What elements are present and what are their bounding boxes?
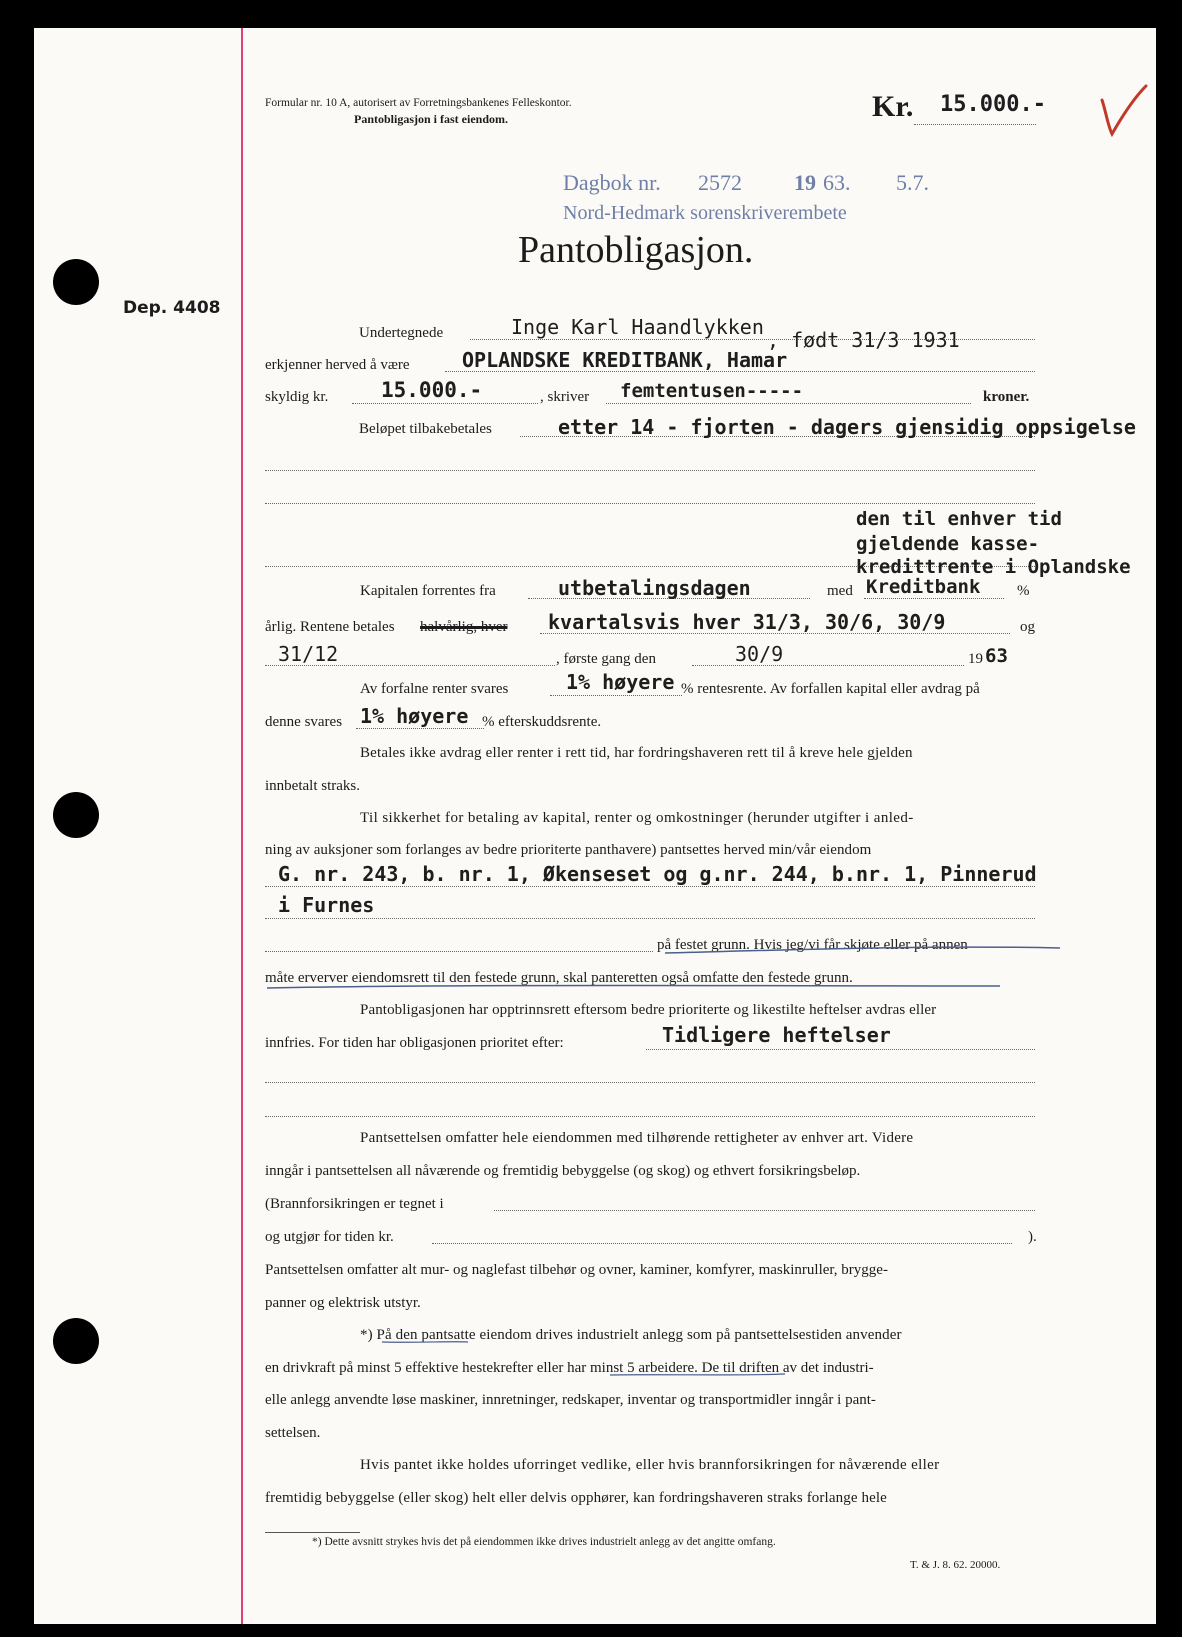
punch-hole xyxy=(53,1318,99,1364)
paragraph-text: ning av auksjoner som forlanges av bedre prioriterte panthavere) pantsettes herved min/vår eiendom xyxy=(265,842,872,858)
kroner-label: kroner. xyxy=(983,389,1030,405)
interest-description-line: gjeldende kasse- xyxy=(856,533,1040,555)
paragraph-text: innfries. For tiden har obligasjonen prioritet efter: xyxy=(265,1035,564,1051)
strike-mark xyxy=(265,940,1065,1000)
arlig-label: årlig. Rentene betales xyxy=(265,619,395,635)
first-payment-date: 30/9 xyxy=(735,642,784,666)
paragraph-text: Pantobligasjonen har opptrinnsrett eftersom bedre prioriterte og likestilte heftelser avdras eller xyxy=(360,1002,937,1018)
paragraph-text: panner og elektrisk utstyr. xyxy=(265,1295,421,1311)
interest-description-line: den til enhver tid xyxy=(856,508,1062,530)
form-number: Formular nr. 10 A, autorisert av Forretningsbankenes Felleskontor. xyxy=(265,97,572,109)
payment-schedule: kvartalsvis hver 31/3, 30/6, 30/9 xyxy=(548,610,946,634)
paragraph-text: (Brannforsikringen er tegnet i xyxy=(265,1196,444,1212)
strike-mark xyxy=(380,1328,800,1388)
fill-line xyxy=(265,886,1035,887)
paragraph-text: Pantsettelsen omfatter hele eiendommen med tilhørende rettigheter av enhver art. Videre xyxy=(360,1130,914,1146)
fill-line xyxy=(356,728,484,729)
paragraph-text: *) På den pantsatte eiendom drives industrielt anlegg som på pantsettelsestiden anvender xyxy=(360,1327,902,1343)
efterskudd-label: % efterskuddsrente. xyxy=(482,714,602,730)
kapitalen-label: Kapitalen forrentes fra xyxy=(360,583,496,599)
amount-in-words: femtentusen----- xyxy=(620,380,804,402)
interest-description-line: kredittrente i Oplandske xyxy=(856,556,1131,578)
debtor-birthdate: , født 31/3 1931 xyxy=(767,328,960,352)
fill-line xyxy=(692,665,964,666)
punch-hole xyxy=(53,259,99,305)
interest-from: utbetalingsdagen xyxy=(558,576,751,600)
stamp-office: Nord-Hedmark sorenskriverembete xyxy=(563,202,847,224)
debtor-name: Inge Karl Haandlykken xyxy=(511,315,764,339)
dagbok-number: 2572 xyxy=(698,170,742,195)
denne-label: denne svares xyxy=(265,714,343,730)
struck-payment-option: halvårlig, hver xyxy=(420,619,508,635)
page-title: Pantobligasjon. xyxy=(518,229,754,271)
rentesrente-label: % rentesrente. Av forfallen kapital eller avdrag på xyxy=(681,681,980,697)
fill-line xyxy=(606,403,971,404)
fill-line xyxy=(265,503,1035,504)
check-mark-icon xyxy=(1096,82,1152,146)
forste-gang-label: , første gang den xyxy=(556,651,656,667)
dep-number: Dep. 4408 xyxy=(123,298,221,318)
fill-line xyxy=(265,1116,1035,1117)
printer-mark: T. & J. 8. 62. 20000. xyxy=(910,1559,1001,1571)
fill-line xyxy=(646,1049,1035,1050)
kr-amount: 15.000.- xyxy=(940,92,1046,117)
footnote: *) Dette avsnitt strykes hvis det på eiendommen ikke drives industrielt anlegg av det angitte omfang. xyxy=(312,1536,776,1548)
fill-line xyxy=(550,695,682,696)
fill-line xyxy=(265,470,1035,471)
dagbok-date: 5.7. xyxy=(896,170,929,195)
property-description: G. nr. 243, b. nr. 1, Økenseset og g.nr. 244, b.nr. 1, Pinnerud xyxy=(278,862,1037,886)
og-label: og xyxy=(1020,619,1035,635)
dagbok-year: 63. xyxy=(823,170,851,195)
property-municipality: i Furnes xyxy=(278,893,375,917)
kr-label: Kr. xyxy=(872,90,914,123)
paragraph-text: innbetalt straks. xyxy=(265,778,360,794)
payment-schedule-end: 31/12 xyxy=(278,642,339,666)
erkjenner-label: erkjenner herved å være xyxy=(265,357,410,373)
late-interest-rate: 1% høyere xyxy=(360,704,469,728)
skyldig-label: skyldig kr. xyxy=(265,389,329,405)
percent-label: % xyxy=(1017,583,1030,599)
fill-line xyxy=(265,1082,1035,1083)
paragraph-text: Hvis pantet ikke holdes uforringet vedlike, eller hvis brannforsikringen for nåværende eller xyxy=(360,1457,940,1473)
paragraph-text: Til sikkerhet for betaling av kapital, renter og omkostninger (herunder utgifter i anled- xyxy=(360,810,914,826)
dagbok-label: Dagbok nr. xyxy=(563,170,661,195)
debt-amount: 15.000.- xyxy=(381,378,483,402)
creditor-name: OPLANDSKE KREDITBANK, Hamar xyxy=(462,348,788,372)
paragraph-text: en drivkraft på minst 5 effektive hestekrefter eller har minst 5 arbeidere. De til driften av det industri- xyxy=(265,1360,874,1376)
repayment-terms: etter 14 - fjorten - dagers gjensidig oppsigelse xyxy=(558,415,1136,439)
paragraph-text: elle anlegg anvendte løse maskiner, innretninger, redskaper, inventar og transportmidler inngår i pant- xyxy=(265,1392,876,1408)
fill-line xyxy=(265,918,1035,919)
paragraph-text: på festet grunn. Hvis jeg/vi får skjøte eller på annen xyxy=(657,937,968,953)
paragraph-text: fremtidig bebyggelse (eller skog) helt eller delvis opphører, kan fordringshaveren straks forlange hele xyxy=(265,1490,887,1506)
interest-description-line: Kreditbank xyxy=(866,576,981,598)
paragraph-text: måte erverver eiendomsrett til den festede grunn, skal panteretten også omfatte den festede grunn. xyxy=(265,970,853,986)
skriver-label: , skriver xyxy=(540,389,590,405)
kr-amount-line xyxy=(914,124,1036,125)
paragraph-text: inngår i pantsettelsen all nåværende og fremtidig bebyggelse (og skog) og ethvert forsikringsbeløp. xyxy=(265,1163,861,1179)
undertegnede-label: Undertegnede xyxy=(359,325,444,341)
first-payment-year: 63 xyxy=(985,645,1008,667)
punch-hole xyxy=(53,792,99,838)
paragraph-text: Pantsettelsen omfatter alt mur- og naglefast tilbehør og ovner, kaminer, komfyrer, maskinruller, brygge- xyxy=(265,1262,888,1278)
form-subtitle: Pantobligasjon i fast eiendom. xyxy=(354,112,509,126)
fill-line xyxy=(864,598,1004,599)
paragraph-text: settelsen. xyxy=(265,1425,321,1441)
priority-after: Tidligere heftelser xyxy=(662,1023,891,1047)
fill-line xyxy=(432,1243,1012,1244)
paragraph-text: ). xyxy=(1028,1229,1037,1245)
margin-line xyxy=(241,28,243,1624)
paragraph-text: og utgjør for tiden kr. xyxy=(265,1229,394,1245)
fill-line xyxy=(352,403,538,404)
overdue-interest-rate: 1% høyere xyxy=(566,670,675,694)
med-label: med xyxy=(827,583,853,599)
fill-line xyxy=(494,1210,1035,1211)
dagbok-year-prefix: 19 xyxy=(794,170,816,195)
belopet-label: Beløpet tilbakebetales xyxy=(359,421,492,437)
footnote-rule xyxy=(265,1532,360,1533)
forfalne-label: Av forfalne renter svares xyxy=(360,681,509,697)
first-year-prefix: 19 xyxy=(968,651,983,667)
paragraph-text: Betales ikke avdrag eller renter i rett tid, har fordringshaveren rett til å kreve hele gjelden xyxy=(360,745,913,761)
